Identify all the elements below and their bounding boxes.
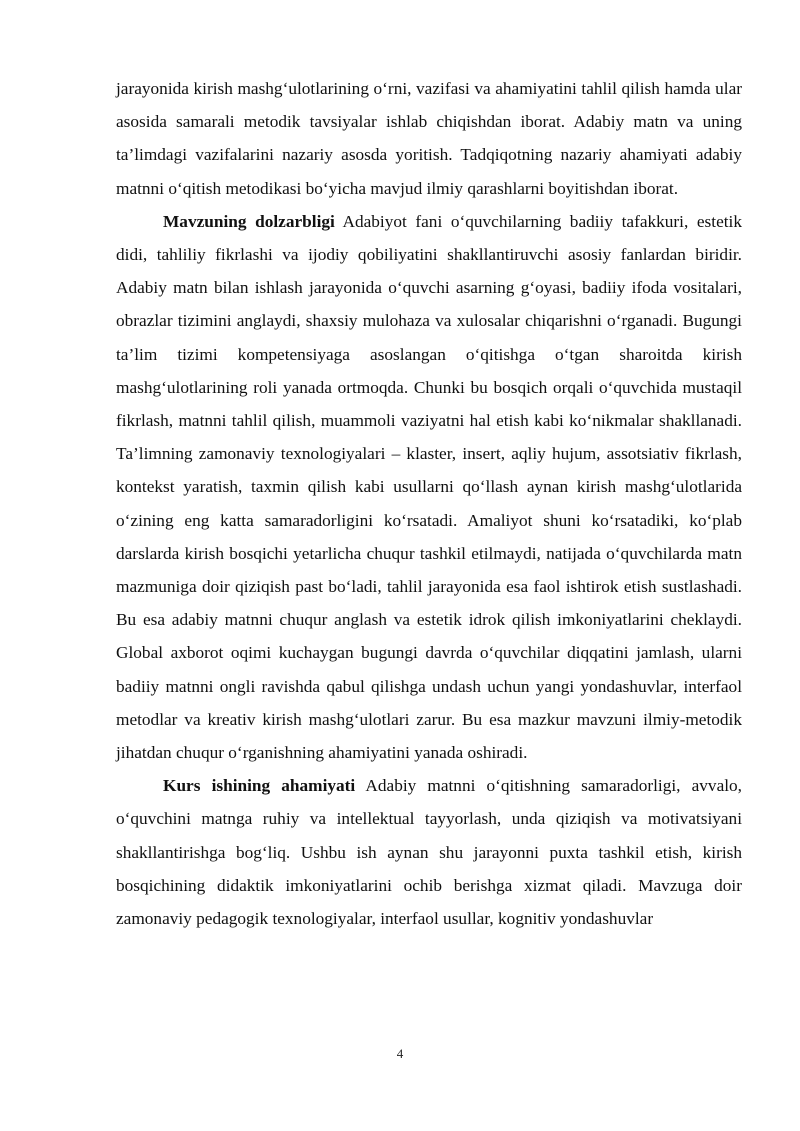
paragraph-heading-significance: Kurs ishining ahamiyati bbox=[163, 776, 356, 796]
page-number: 4 bbox=[396, 1046, 404, 1061]
paragraph-significance bbox=[116, 769, 742, 935]
paragraph-relevance bbox=[116, 205, 742, 769]
paragraph-text: Adabiy matnni o‘qitishning samaradorligi, avvalo, o‘quvchini matnga ruhiy va intellektual tayyorlash, unda qiziqish va motivatsiyani shakllantirishga bog‘liq. Ushbu ish aynan shu jarayonni puxta tashkil etish, kirish bosqichining didaktik imkoniyatlarini ochib berishga xizmat qiladi. Mavzuga doir zamonaviy pedagogik texnologiyalar, interfaol usullar, kognitiv yondashuvlar bbox=[116, 776, 743, 929]
paragraph-heading-relevance: Mavzuning dolzarbligi bbox=[163, 211, 335, 231]
document-page bbox=[116, 72, 742, 935]
paragraph-text: Adabiyot fani o‘quvchilarning badiiy tafakkuri, estetik didi, tahliliy fikrlashi va ijodiy qobiliyatini shakllantiruvchi asosiy fanlardan biridir. Adabiy matn bilan ishlash jarayonida o‘quvchi asarning g‘oyasi, badiiy ifoda vositalari, obrazlar tizimini anglaydi, shaxsiy mulohaza va xulosalar chiqarishni o‘rganadi. Bugungi ta’lim tizimi kompetensiyaga asoslangan o‘qitishga o‘tgan sharoitda kirish mashg‘ulotlarining roli yanada ortmoqda. Chunki bu bosqich orqali o‘quvchida mustaqil fikrlash, matnni tahlil qilish, muammoli vaziyatni hal etish kabi ko‘nikmalar shakllanadi. Ta’limning zamonaviy texnologiyalari – klaster, insert, aqliy hujum, assotsiativ fikrlash, kontekst yaratish, taxmin qilish kabi usullarni qo‘llash aynan kirish mashg‘ulotlarida o‘zining eng katta samaradorligini ko‘rsatadi. Amaliyot shuni ko‘rsatadiki, ko‘plab darslarda kirish bosqichi yetarlicha chuqur tashkil etilmaydi, natijada o‘quvchilarda matn mazmuniga doir qiziqish past bo‘ladi, tahlil jarayonida esa faol ishtirok etish sustlashadi. Bu esa adabiy matnni chuqur anglash va estetik idrok qilish imkoniyatlarini cheklaydi. Global axborot oqimi kuchaygan bugungi davrda o‘quvchilar diqqatini jamlash, ularni badiiy matnni ongli ravishda qabul qilishga undash uchun yangi yondashuvlar, interfaol metodlar va kreativ kirish mashg‘ulotlari zarur. Bu esa mazkur mavzuni ilmiy-metodik jihatdan chuqur o‘rganishning ahamiyatini yanada oshiradi. bbox=[116, 211, 742, 763]
paragraph-text: jarayonida kirish mashg‘ulotlarining o‘rni, vazifasi va ahamiyatini tahlil qilish hamda ular asosida samarali metodik tavsiyalar ishlab chiqishdan iborat. Adabiy matn va uning ta’limdagi vazifalarini nazariy asosda yoritish. Tadqiqotning nazariy ahamiyati adabiy matnni o‘qitish metodikasi bo‘yicha mavjud ilmiy qarashlarni boyitishdan iborat. bbox=[116, 79, 742, 198]
paragraph-objective-continuation bbox=[116, 72, 742, 205]
